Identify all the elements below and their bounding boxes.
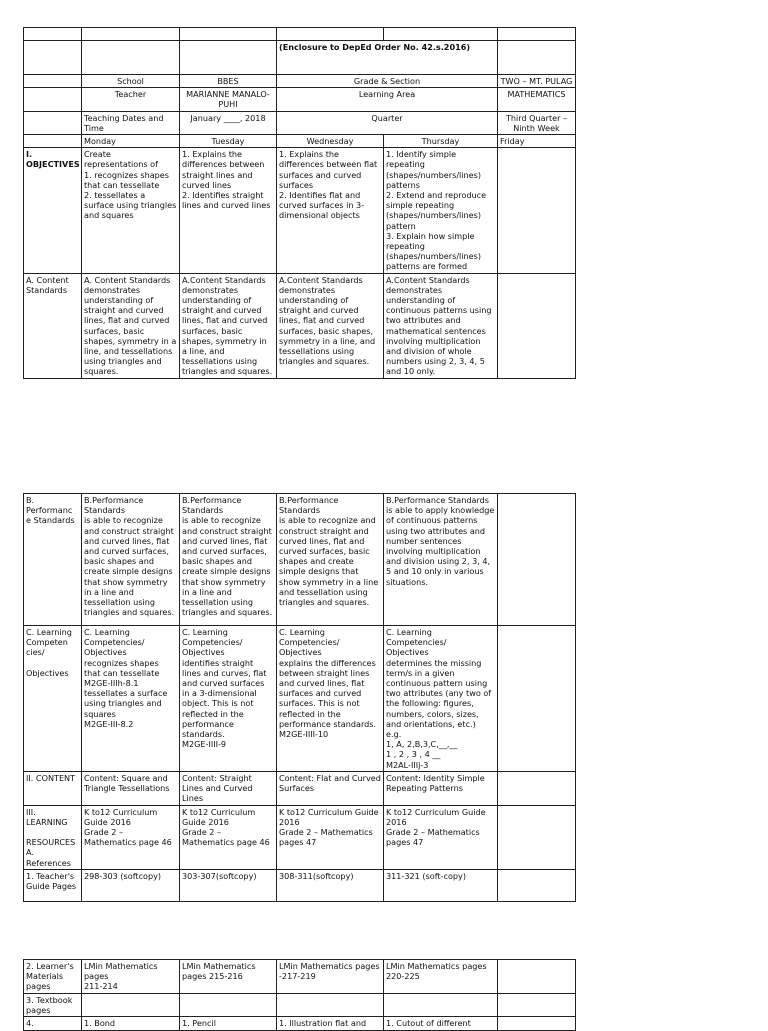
dates-label: Teaching Dates and Time — [82, 111, 180, 134]
materials-label: 4. — [24, 1017, 82, 1031]
textbook-row — [24, 993, 576, 1016]
content-standards-label: A. Content Standards — [24, 273, 82, 378]
learning-area-label: Learning Area — [277, 88, 498, 111]
learning-area-value: MATHEMATICS — [498, 88, 576, 111]
learners-materials-wednesday: LMin Mathematics pages -217-219 — [277, 960, 384, 994]
teachers-guide-tuesday: 303-307(softcopy) — [180, 869, 277, 901]
enclosure-note: (Enclosure to DepEd Order No. 42.s.2016) — [277, 41, 498, 75]
textbook-thursday — [384, 993, 498, 1016]
textbook-wednesday — [277, 993, 384, 1016]
learners-materials-thursday: LMin Mathematics pages 220-225 — [384, 960, 498, 994]
quarter-value: Third Quarter –Ninth Week — [498, 111, 576, 134]
content-standards-wednesday: A.Content Standards demonstrates understanding of straight and curved lines, flat and curved surfaces, basic shapes, symmetry in a line, and tessellations using triangles and squares. — [277, 273, 384, 378]
lesson-plan-table-part-3 — [23, 959, 576, 1031]
teachers-guide-label: 1. Teacher's Guide Pages — [24, 869, 82, 901]
table-top-blank-row — [24, 28, 576, 41]
content-standards-friday — [498, 273, 576, 378]
materials-tuesday: 1. Pencil — [180, 1017, 277, 1031]
teachers-guide-friday — [498, 869, 576, 901]
resources-friday — [498, 805, 576, 869]
performance-standards-wednesday: B.Performance Standards is able to recognize and construct straight and curved lines, flat and curved surfaces, basic shapes and create simple designs that show symmetry in a line and tessellation using triangles and squares. — [277, 494, 384, 626]
day-friday: Friday — [498, 135, 576, 148]
performance-standards-thursday: B.Performance Standards is able to apply knowledge of continuous patterns using two attributes and number sentences involving multiplication and division using 2, 3, 4, 5 and 10 only in various situations. — [384, 494, 498, 626]
teacher-row — [24, 88, 576, 111]
performance-standards-row — [24, 494, 576, 626]
content-monday: Content: Square and Triangle Tessellations — [82, 772, 180, 806]
resources-tuesday: K to12 Curriculum Guide 2016 Grade 2 – Mathematics page 46 — [180, 805, 277, 869]
school-row — [24, 75, 576, 88]
performance-standards-tuesday: B.Performance Standards is able to recognize and construct straight and curved lines, flat and curved surfaces, basic shapes and create simple designs that show symmetry in a line and tessellation using triangles and squares. — [180, 494, 277, 626]
learners-materials-monday: LMin Mathematics pages 211-214 — [82, 960, 180, 994]
resources-row — [24, 805, 576, 869]
objectives-label: I. OBJECTIVES — [24, 148, 82, 273]
competencies-friday — [498, 626, 576, 772]
grade-section-value: TWO – MT. PULAG — [498, 75, 576, 88]
content-label: II. CONTENT — [24, 772, 82, 806]
objectives-friday — [498, 148, 576, 273]
content-friday — [498, 772, 576, 806]
resources-thursday: K to12 Curriculum Guide 2016 Grade 2 – Mathematics pages 47 — [384, 805, 498, 869]
textbook-monday — [82, 993, 180, 1016]
learners-materials-tuesday: LMin Mathematics pages 215-216 — [180, 960, 277, 994]
grade-section-label: Grade & Section — [277, 75, 498, 88]
learners-materials-friday — [498, 960, 576, 994]
content-tuesday: Content: Straight Lines and Curved Lines — [180, 772, 277, 806]
resources-label: III. LEARNING RESOURCES A. References — [24, 805, 82, 869]
learners-materials-row — [24, 960, 576, 994]
learners-materials-label: 2. Learner's Materials pages — [24, 960, 82, 994]
dates-row — [24, 111, 576, 134]
objectives-tuesday: 1. Explains the differences between straight lines and curved lines 2. Identifies straight lines and curved lines — [180, 148, 277, 273]
competencies-thursday: C. Learning Competencies/ Objectives determines the missing term/s in a given continuous pattern using two attributes (any two of the following: figures, numbers, colors, sizes, and orientations, etc.) e.g. 1, A, 2,B,3,C,__,__ 1 , 2 , 3 , 4 __ M2AL-IIIj-3 — [384, 626, 498, 772]
objectives-monday: Create representations of 1. recognizes shapes that can tessellate 2. tessellates a surface using triangles and squares — [82, 148, 180, 273]
teacher-label: Teacher — [82, 88, 180, 111]
competencies-tuesday: C. Learning Competencies/ Objectives identifies straight lines and curves, flat and curved surfaces in a 3-dimensional object. This is not reflected in the performance standards. M2GE-IIII-9 — [180, 626, 277, 772]
teachers-guide-thursday: 311-321 (soft-copy) — [384, 869, 498, 901]
day-thursday: Thursday — [384, 135, 498, 148]
performance-standards-monday: B.Performance Standards is able to recognize and construct straight and curved lines, flat and curved surfaces, basic shapes and create simple designs that show symmetry in a line and tessellation using triangles and squares. — [82, 494, 180, 626]
competencies-monday: C. Learning Competencies/ Objectives recognizes shapes that can tessellate M2GE-IIIh-8.1 tessellates a surface using triangles and squares M2GE-III-8.2 — [82, 626, 180, 772]
resources-wednesday: K to12 Curriculum Guide 2016 Grade 2 – Mathematics pages 47 — [277, 805, 384, 869]
materials-thursday: 1. Cutout of different — [384, 1017, 498, 1031]
content-row — [24, 772, 576, 806]
performance-standards-friday — [498, 494, 576, 626]
content-standards-monday: A. Content Standards demonstrates understanding of straight and curved lines, flat and curved surfaces, basic shapes, symmetry in a line, and tessellations using triangles and squares. — [82, 273, 180, 378]
lesson-plan-table-part-1 — [23, 27, 576, 379]
teachers-guide-row — [24, 869, 576, 901]
day-wednesday: Wednesday — [277, 135, 384, 148]
teachers-guide-monday: 298-303 (softcopy) — [82, 869, 180, 901]
teacher-value: MARIANNE MANALO-PUHI — [180, 88, 277, 111]
school-label: School — [82, 75, 180, 88]
content-standards-thursday: A.Content Standards demonstrates understanding of continuous patterns using two attributes and mathematical sentences involving multiplication and division of whole numbers using 2, 3, 4, 5 and 10 only. — [384, 273, 498, 378]
days-row — [24, 135, 576, 148]
materials-monday: 1. Bond — [82, 1017, 180, 1031]
day-monday: Monday — [82, 135, 180, 148]
materials-wednesday: 1. Illustration flat and — [277, 1017, 384, 1031]
content-wednesday: Content: Flat and Curved Surfaces — [277, 772, 384, 806]
competencies-wednesday: C. Learning Competencies/ Objectives explains the differences between straight lines and curved lines, flat surfaces and curved surfaces. This is not reflected in the performance standards. M2GE-IIII-10 — [277, 626, 384, 772]
performance-standards-label: B. Performanc e Standards — [24, 494, 82, 626]
content-standards-row — [24, 273, 576, 378]
objectives-row — [24, 148, 576, 273]
lesson-plan-table-part-2 — [23, 493, 576, 902]
enclosure-row — [24, 41, 576, 75]
content-standards-tuesday: A.Content Standards demonstrates understanding of straight and curved lines, flat and curved surfaces, basic shapes, symmetry in a line, and tessellations using triangles and squares. — [180, 273, 277, 378]
objectives-wednesday: 1. Explains the differences between flat surfaces and curved surfaces 2. Identifies flat and curved surfaces in 3-dimensional objects — [277, 148, 384, 273]
school-value: BBES — [180, 75, 277, 88]
textbook-tuesday — [180, 993, 277, 1016]
quarter-label: Quarter — [277, 111, 498, 134]
resources-monday: K to12 Curriculum Guide 2016 Grade 2 – Mathematics page 46 — [82, 805, 180, 869]
textbook-label: 3. Textbook pages — [24, 993, 82, 1016]
objectives-thursday: 1. Identify simple repeating (shapes/numbers/lines) patterns 2. Extend and reproduce simple repeating (shapes/numbers/lines) pattern 3. Explain how simple repeating (shapes/numbers/lines) patterns are formed — [384, 148, 498, 273]
competencies-row — [24, 626, 576, 772]
day-tuesday: Tuesday — [180, 135, 277, 148]
textbook-friday — [498, 993, 576, 1016]
competencies-label: C. Learning Competen cies/ Objectives — [24, 626, 82, 772]
teachers-guide-wednesday: 308-311(softcopy) — [277, 869, 384, 901]
dates-value: January ____, 2018 — [180, 111, 277, 134]
content-thursday: Content: Identity Simple Repeating Patterns — [384, 772, 498, 806]
